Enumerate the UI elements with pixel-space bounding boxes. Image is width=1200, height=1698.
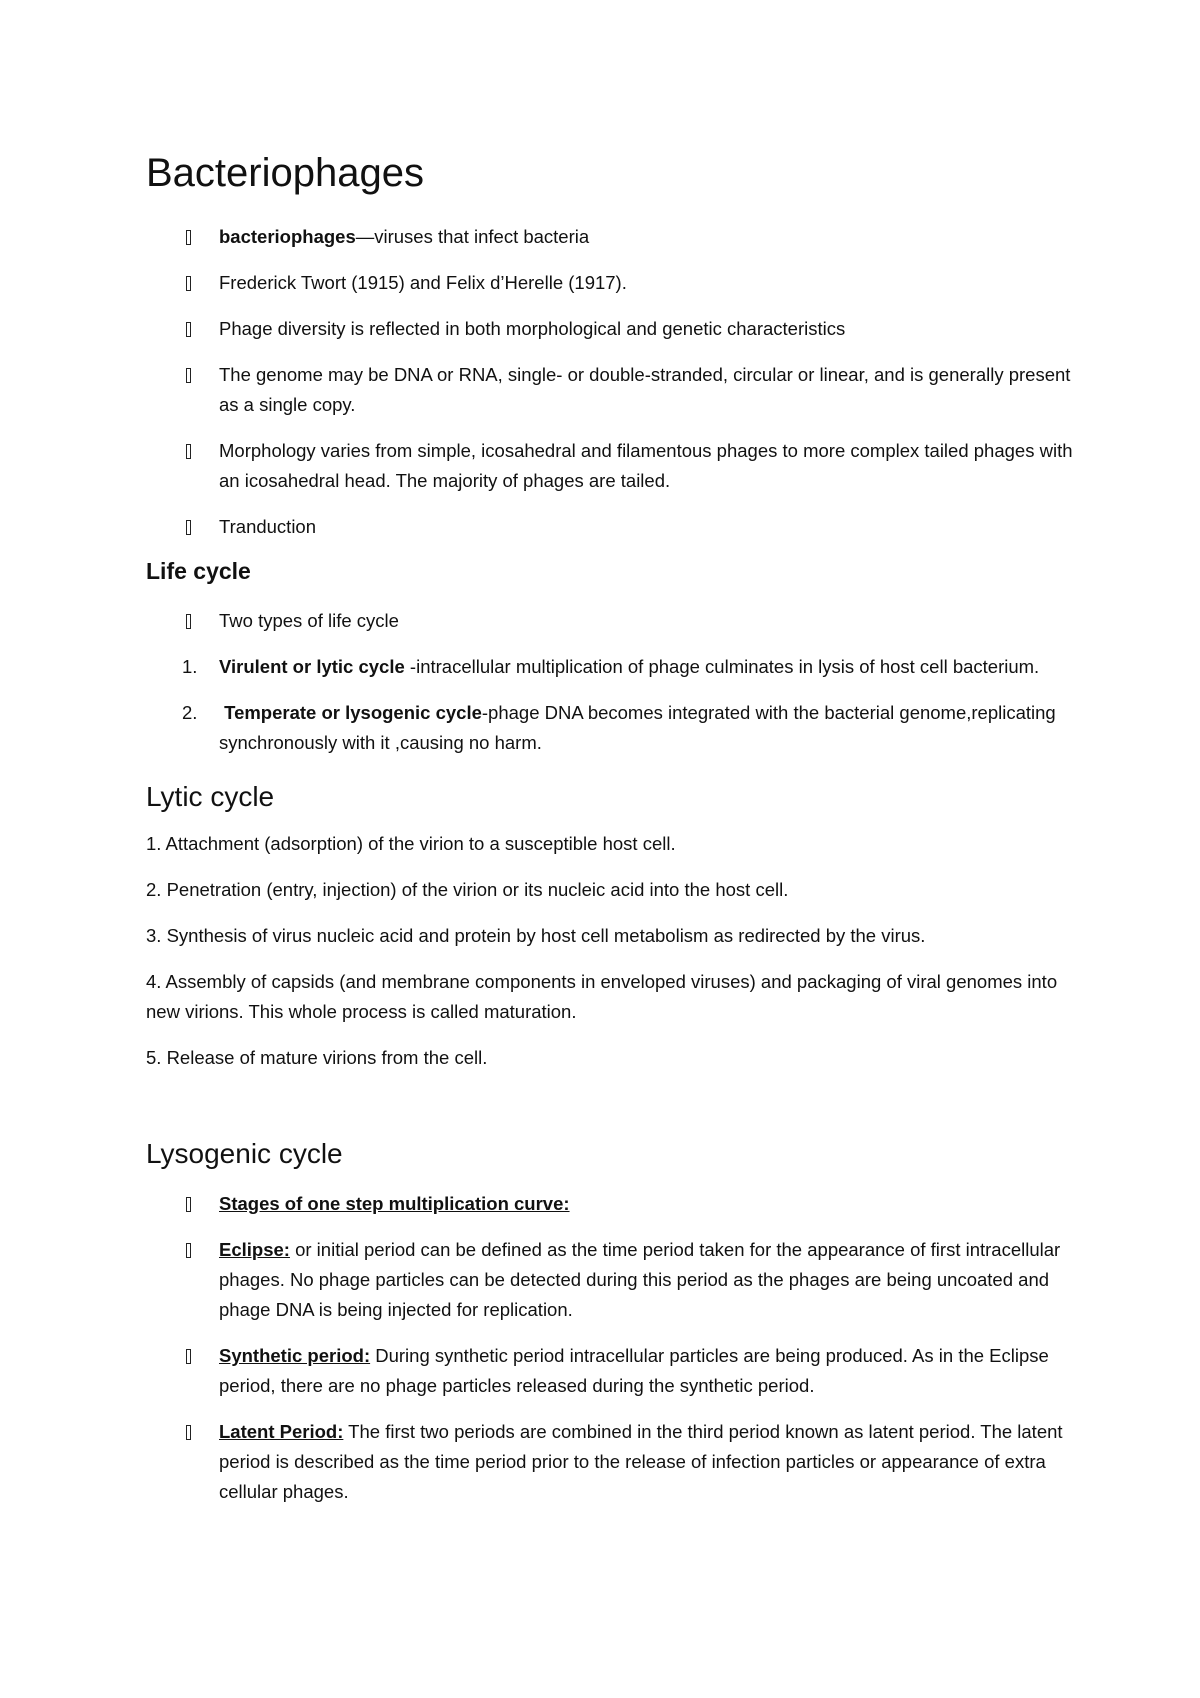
lytic-step: 1. Attachment (adsorption) of the virion to a susceptible host cell. — [146, 833, 676, 855]
lytic-step: 2. Penetration (entry, injection) of the virion or its nucleic acid into the host cell. — [146, 879, 789, 901]
term: Synthetic period: — [219, 1344, 371, 1366]
term: bacteriophages — [219, 226, 356, 247]
bullet-icon — [186, 520, 191, 535]
list-item-text: Frederick Twort (1915) and Felix d’Herelle (1917). — [219, 272, 627, 293]
list-item — [146, 268, 1076, 298]
page-content — [146, 150, 1076, 1523]
term: Stages of one step multiplication curve: — [219, 1192, 570, 1214]
list-item-text: —viruses that infect bacteria — [355, 226, 590, 247]
list-item-text: Morphology varies from simple, icosahedral and filamentous phages to more complex tailed phages with an icosahedral head. The majority of phages are tailed. — [219, 440, 1073, 491]
lytic-step: 3. Synthesis of virus nucleic acid and protein by host cell metabolism as redirected by the virus. — [146, 925, 926, 947]
list-item — [146, 1235, 1076, 1325]
item-text: -intracellular multiplication of phage culminates in lysis of host cell bacterium. — [404, 655, 1040, 677]
list-item — [146, 1189, 1076, 1219]
list-item-text: Phage diversity is reflected in both morphological and genetic characteristics — [219, 318, 846, 339]
item-text: -phage DNA becomes integrated with the bacterial genome,replicating synchronously with it ,causing no harm. — [219, 701, 1056, 753]
numbered-item — [146, 652, 1076, 682]
bullet-icon — [186, 276, 191, 291]
lytic-step: 5. Release of mature virions from the cell. — [146, 1047, 488, 1069]
section-heading-life-cycle: Life cycle — [146, 558, 251, 584]
bullet-icon — [186, 614, 191, 629]
list-item-text: The genome may be DNA or RNA, single- or double-stranded, circular or linear, and is generally present as a single copy. — [219, 364, 1071, 415]
bullet-icon — [186, 322, 191, 337]
term: Latent Period: — [219, 1420, 344, 1442]
term: Virulent or lytic cycle — [219, 655, 405, 677]
bullet-icon — [186, 1349, 191, 1364]
bullet-icon — [186, 444, 191, 459]
bullet-icon — [186, 1243, 191, 1258]
bullet-icon — [186, 1197, 191, 1212]
term: Eclipse: — [219, 1238, 290, 1260]
page-title: Bacteriophages — [146, 151, 424, 195]
list-item — [146, 1417, 1076, 1507]
bullet-icon — [186, 368, 191, 383]
list-item — [146, 436, 1076, 496]
list-item — [146, 222, 1076, 252]
bullet-icon — [186, 230, 191, 245]
list-item-text: During synthetic period intracellular particles are being produced. As in the Eclipse period, there are no phage particles released during the synthetic period. — [219, 1344, 1049, 1396]
list-item-text: or initial period can be defined as the time period taken for the appearance of first intracellular phages. No phage particles can be detected during this period as the phages are being uncoated and phage DNA is being injected for replication. — [219, 1238, 1061, 1320]
item-number: 2. — [182, 701, 198, 723]
list-item — [146, 512, 1076, 542]
section-heading-lytic-cycle: Lytic cycle — [146, 780, 275, 812]
list-item — [146, 314, 1076, 344]
lytic-step: 4. Assembly of capsids (and membrane components in enveloped viruses) and packaging of viral genomes into new virions. This whole process is called maturation. — [146, 971, 1058, 1023]
item-number: 1. — [182, 655, 198, 677]
section-heading-lysogenic-cycle: Lysogenic cycle — [146, 1138, 343, 1170]
list-item — [146, 606, 1076, 636]
bullet-icon — [186, 1425, 191, 1440]
list-item-text: Tranduction — [219, 516, 317, 537]
list-item-text: Two types of life cycle — [219, 609, 399, 631]
term: Temperate or lysogenic cycle — [219, 701, 482, 723]
list-item — [146, 360, 1076, 420]
list-item-text: The first two periods are combined in the third period known as latent period. The latent period is described as the time period prior to the release of infection particles or appearance of extra cellular phages. — [219, 1420, 1063, 1502]
list-item — [146, 1341, 1076, 1401]
numbered-item — [146, 698, 1076, 758]
